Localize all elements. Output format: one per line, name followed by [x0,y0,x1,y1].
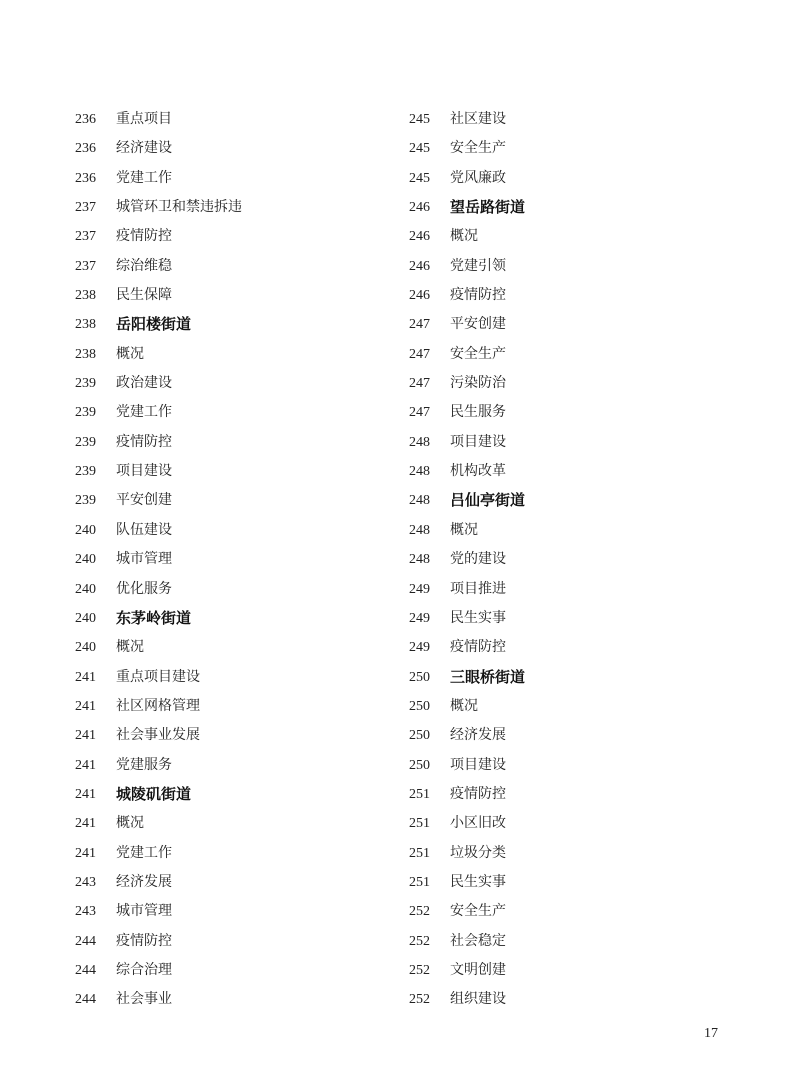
toc-entry-title: 经济发展 [116,873,172,890]
toc-page-number: 240 [75,522,96,538]
toc-entry-title: 项目建设 [116,463,172,480]
toc-entry-title: 经济建设 [116,140,172,157]
toc-page-number: 247 [409,346,430,362]
toc-entry[interactable] [0,134,506,163]
toc-page-number: 241 [75,698,96,714]
toc-page-number: 248 [409,434,430,450]
toc-entry[interactable] [0,751,506,780]
toc-page-number: 243 [75,904,96,920]
toc-page-number: 239 [75,464,96,480]
toc-page-number: 240 [75,552,96,568]
toc-entry-title: 社区建设 [450,111,506,127]
toc-entry-title: 平安创建 [116,492,172,509]
toc-page-number: 241 [75,669,96,685]
toc-entry-title: 垃圾分类 [450,844,506,861]
toc-page-number: 238 [75,346,96,362]
toc-page-number: 251 [409,874,430,890]
toc-entry-title: 党建服务 [116,756,172,773]
toc-entry-title: 政治建设 [116,375,172,392]
toc-entry-title: 疫情防控 [116,433,172,450]
toc-page-number: 237 [75,258,96,274]
toc-page-number: 241 [75,786,96,802]
toc-entry-title: 疫情防控 [116,228,172,245]
toc-entry[interactable] [0,457,506,486]
toc-heading-title: 吕仙亭街道 [450,491,526,510]
toc-page-number: 250 [409,698,430,714]
toc-page-number: 244 [75,962,96,978]
toc-entry[interactable] [0,105,506,134]
toc-heading-title: 望岳路街道 [450,198,526,217]
toc-page-number: 250 [409,757,430,773]
page-number: 17 [704,1026,718,1041]
toc-page-number: 248 [409,464,430,480]
toc-page-number: 239 [75,434,96,450]
toc-entry[interactable] [0,721,506,750]
toc-page-number: 249 [409,640,430,656]
toc-entry-title: 机构改革 [450,463,506,480]
toc-page-number: 239 [75,493,96,509]
toc-page-number: 239 [75,405,96,421]
toc-right-column [0,105,526,1015]
toc-heading-title: 岳阳楼街道 [116,315,192,334]
toc-entry-title: 重点项目建设 [116,668,200,685]
toc-entry[interactable] [0,897,506,926]
toc-entry-title: 党建工作 [116,404,172,421]
toc-page-number: 246 [409,200,430,216]
toc-entry[interactable] [0,428,506,457]
toc-entry-title: 党风廉政 [450,169,506,186]
toc-page-number: 249 [409,610,430,626]
toc-entry-title: 概况 [450,521,478,538]
toc-entry-title: 经济发展 [450,727,506,744]
toc-page-number: 240 [75,610,96,626]
toc-page-number: 236 [75,170,96,186]
toc-entry[interactable] [0,575,506,604]
toc-entry-title: 社会稳定 [450,932,506,949]
toc-page-number: 239 [75,376,96,392]
toc-entry-title: 项目推进 [450,580,506,597]
toc-entry[interactable] [0,692,478,721]
toc-entry-title: 综治维稳 [116,257,172,274]
toc-entry-title: 社会事业发展 [116,727,200,744]
toc-heading-title: 三眼桥街道 [450,667,526,686]
toc-page-number: 247 [409,376,430,392]
toc-entry-title: 社会事业 [116,991,172,1008]
toc-entry-title: 党建工作 [116,844,172,861]
toc-page-number: 243 [75,874,96,890]
toc-entry-title: 概况 [450,228,478,245]
toc-page-number: 252 [409,933,430,949]
toc-page-number: 241 [75,728,96,744]
toc-page-number: 248 [409,522,430,538]
toc-entry-title: 优化服务 [116,580,172,597]
toc-entry-title: 安全生产 [450,903,506,920]
toc-page-number: 246 [409,258,430,274]
toc-entry-title: 文明创建 [450,961,506,978]
toc-entry-title: 概况 [116,815,144,832]
toc-page-number: 252 [409,904,430,920]
toc-page-number: 245 [409,112,430,127]
toc-page-number: 251 [409,786,430,802]
toc-page-number: 236 [75,141,96,157]
toc-entry[interactable] [0,310,506,339]
toc-entry[interactable] [0,809,506,838]
toc-entry-title: 组织建设 [450,991,506,1008]
toc-page-number: 241 [75,757,96,773]
toc-entry-title: 项目建设 [450,756,506,773]
toc-page-number: 246 [409,229,430,245]
toc-entry-title: 污染防治 [450,375,506,392]
toc-page-number: 240 [75,640,96,656]
toc-page-number: 252 [409,992,430,1008]
toc-entry-title: 城市管理 [116,551,172,568]
toc-entry-title: 民生保障 [116,287,172,304]
toc-page-number: 245 [409,170,430,186]
toc-entry-title: 平安创建 [450,316,506,333]
toc-page-number: 236 [75,112,96,127]
toc-entry[interactable] [0,252,506,281]
toc-page-number: 251 [409,845,430,861]
toc-entry-title: 党建引领 [450,257,506,274]
toc-section-heading[interactable] [0,663,526,692]
toc-page-number: 249 [409,581,430,597]
toc-page-number: 248 [409,493,430,509]
toc-entry-title: 疫情防控 [116,932,172,949]
toc-page-number: 250 [409,669,430,685]
toc-entry[interactable] [0,369,506,398]
toc-page-number: 238 [75,317,96,333]
toc-entry-title: 重点项目 [116,111,172,127]
toc-entry-title: 小区旧改 [450,815,506,832]
toc-entry-title: 党建工作 [116,169,172,186]
toc-entry-title: 疫情防控 [450,785,506,802]
toc-entry-title: 民生实事 [450,609,506,626]
toc-page-number: 241 [75,816,96,832]
toc-entry[interactable] [0,868,506,897]
toc-page-number: 248 [409,552,430,568]
toc-entry-title: 队伍建设 [116,521,172,538]
toc-entry[interactable] [0,516,478,545]
toc-entry[interactable] [0,545,506,574]
toc-entry-title: 安全生产 [450,140,506,157]
toc-entry-title: 城管环卫和禁违拆违 [116,199,242,216]
toc-entry[interactable] [0,780,506,809]
toc-entry-title: 概况 [450,697,478,714]
toc-entry-title: 概况 [116,639,144,656]
toc-page-number: 238 [75,288,96,304]
toc-entry-title: 民生服务 [450,404,506,421]
toc-entry-title: 城市管理 [116,903,172,920]
toc-entry-title: 疫情防控 [450,639,506,656]
toc-entry[interactable] [0,398,506,427]
toc-entry[interactable] [0,985,506,1014]
toc-page-number: 237 [75,229,96,245]
toc-section-heading[interactable] [0,193,526,222]
toc-page-number: 245 [409,141,430,157]
toc-page-number: 247 [409,317,430,333]
toc-entry[interactable] [0,340,506,369]
toc-entry[interactable] [0,839,506,868]
toc-page-number: 244 [75,933,96,949]
toc-entry-title: 概况 [116,345,144,362]
toc-page-number: 237 [75,200,96,216]
toc-entry-title: 民生实事 [450,873,506,890]
toc-entry-title: 项目建设 [450,433,506,450]
toc-entry-title: 安全生产 [450,345,506,362]
toc-page-number: 252 [409,962,430,978]
toc-entry[interactable] [0,927,506,956]
toc-entry-title: 社区网格管理 [116,697,200,714]
toc-page-number: 241 [75,845,96,861]
toc-heading-title: 城陵矶街道 [116,784,192,803]
toc-entry[interactable] [0,633,506,662]
toc-entry[interactable] [0,164,506,193]
toc-page-number: 251 [409,816,430,832]
toc-page-number: 244 [75,992,96,1008]
toc-entry-title: 疫情防控 [450,287,506,304]
toc-entry-title: 党的建设 [450,551,506,568]
toc-page-number: 250 [409,728,430,744]
toc-entry-title: 综合治理 [116,961,172,978]
toc-entry[interactable] [0,281,506,310]
toc-entry[interactable] [0,956,506,985]
toc-page-number: 240 [75,581,96,597]
toc-heading-title: 东茅岭街道 [116,608,192,627]
toc-entry[interactable] [0,222,478,251]
toc-entry[interactable] [0,604,506,633]
toc-page-number: 246 [409,288,430,304]
toc-section-heading[interactable] [0,486,526,515]
toc-page-number: 247 [409,405,430,421]
